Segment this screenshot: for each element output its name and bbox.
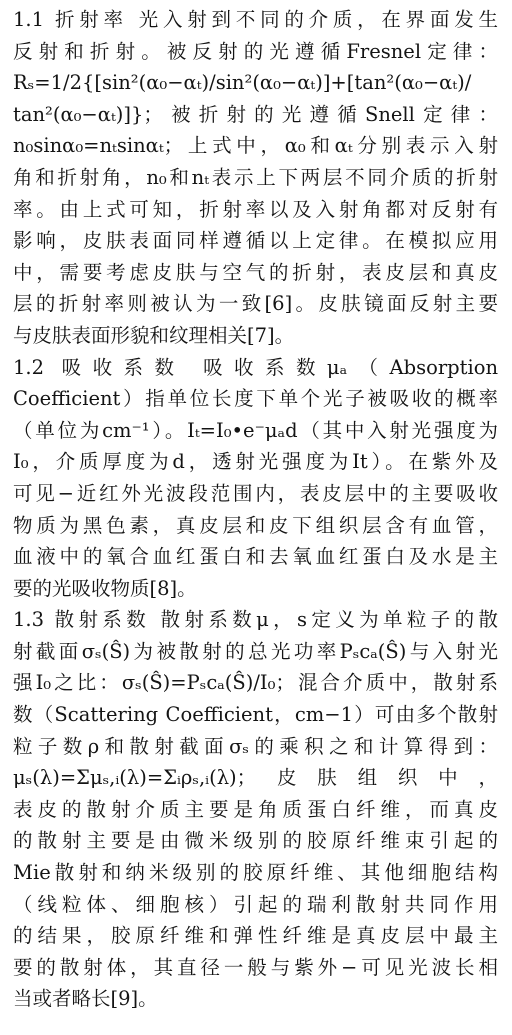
text-line: 影响，皮肤表面同样遵循以上定律。在模拟应用 bbox=[13, 229, 498, 253]
text-line: 1.3 散射系数 散射系数μ，s定义为单粒子的散 bbox=[13, 608, 498, 632]
text-line: μₛ(λ)=Σμₛ,ᵢ(λ)=Σᵢρₛ,ᵢ(λ)；皮肤组织中， bbox=[13, 766, 498, 790]
text-line: tan²(α₀−αₜ)]}；被折射的光遵循Snell定律： bbox=[13, 102, 498, 126]
text-line: 的结果，胶原纤维和弹性纤维是真皮层中最主 bbox=[13, 924, 498, 948]
text-line: 要的光吸收物质[8]。 bbox=[13, 576, 197, 600]
text-line: 层的折射率则被认为一致[6]。皮肤镜面反射主要 bbox=[13, 292, 498, 316]
text-line: 要的散射体，其直径一般与紫外−可见光波长相 bbox=[13, 955, 498, 979]
text-line: n₀sinα₀=nₜsinαₜ；上式中，α₀和αₜ分别表示入射 bbox=[13, 134, 498, 158]
text-line: I₀，介质厚度为d，透射光强度为It）。在紫外及 bbox=[13, 450, 498, 474]
text-line: 反射和折射。被反射的光遵循Fresnel定律： bbox=[13, 39, 498, 63]
text-line: 强I₀之比：σₛ(Ŝ)=Pₛcₐ(Ŝ)/I₀；混合介质中，散射系 bbox=[13, 671, 498, 695]
text-line: 的散射主要是由微米级别的胶原纤维束引起的 bbox=[13, 829, 498, 853]
text-line: 粒子数ρ和散射截面σₛ的乘积之和计算得到： bbox=[13, 734, 498, 758]
text-line: 角和折射角，n₀和nₜ表示上下两层不同介质的折射 bbox=[13, 165, 498, 189]
text-line: （线粒体、细胞核）引起的瑞利散射共同作用 bbox=[13, 892, 498, 916]
text-line: 数（Scattering Coefficient，cm−1）可由多个散射 bbox=[13, 703, 498, 727]
text-line: Coefficient）指单位长度下单个光子被吸收的概率 bbox=[13, 387, 498, 411]
text-line: 1.2 吸收系数 吸收系数μₐ（Absorption bbox=[13, 355, 498, 379]
text-line: 射截面σₛ(Ŝ)为被散射的总光功率Pₛcₐ(Ŝ)与入射光 bbox=[13, 639, 498, 663]
text-line: 表皮的散射介质主要是角质蛋白纤维，而真皮 bbox=[13, 797, 498, 821]
text-line: 物质为黑色素，真皮层和皮下组织层含有血管， bbox=[13, 513, 498, 537]
text-line: Mie散射和纳米级别的胶原纤维、其他细胞结构 bbox=[13, 861, 498, 885]
text-line: 率。由上式可知，折射率以及入射角都对反射有 bbox=[13, 197, 498, 221]
text-line: 与皮肤表面形貌和纹理相关[7]。 bbox=[13, 323, 295, 347]
text-line: 1.1 折射率 光入射到不同的介质，在界面发生 bbox=[13, 8, 498, 31]
text-line: 血液中的氧合血红蛋白和去氧血红蛋白及水是主 bbox=[13, 545, 498, 569]
text-line: 中，需要考虑皮肤与空气的折射，表皮层和真皮 bbox=[13, 260, 498, 284]
text-line: （单位为cm⁻¹）。Iₜ=I₀•e⁻μₐd（其中入射光强度为 bbox=[13, 418, 498, 442]
text-line: 当或者略长[9]。 bbox=[13, 987, 158, 1011]
text-line: 可见−近红外光波段范围内，表皮层中的主要吸收 bbox=[13, 481, 498, 505]
text-line: Rₛ=1/2{[sin²(α₀−αₜ)/sin²(α₀−αₜ)]+[tan²(α₀−αₜ)/ bbox=[13, 71, 472, 95]
